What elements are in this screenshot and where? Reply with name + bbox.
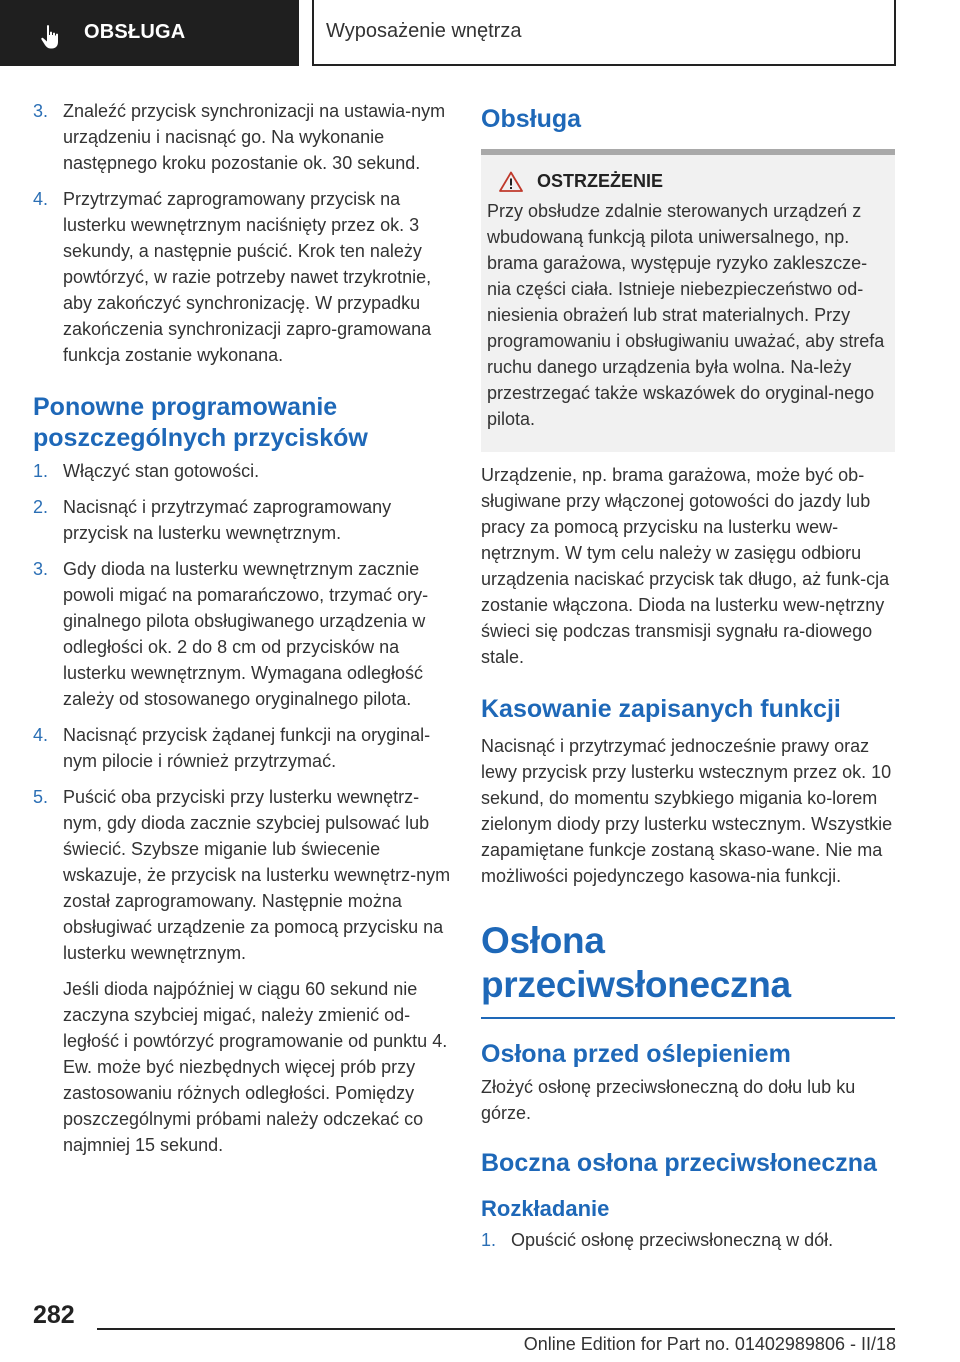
side-visor-heading: Boczna osłona przeciwsłoneczna xyxy=(481,1149,877,1177)
footer-rule xyxy=(97,1328,895,1330)
sunvisor-heading: Osłona przeciwsłoneczna xyxy=(481,920,791,1005)
list-text: Nacisnąć przycisk żądanej funkcji na oryginal‐nym pilocie i również przytrzymać. xyxy=(63,725,431,771)
left-column xyxy=(33,98,451,1158)
list-item xyxy=(33,98,451,176)
list-text: Nacisnąć i przytrzymać zaprogramowany przycisk na lusterku wewnętrznym. xyxy=(63,497,392,543)
list-text: Opuścić osłonę przeciwsłoneczną w dół. xyxy=(511,1230,834,1250)
glare-text: Złożyć osłonę przeciwsłoneczną do dołu lub ku górze. xyxy=(481,1077,856,1123)
unfold-heading: Rozkładanie xyxy=(481,1196,610,1221)
list-text: Włączyć stan gotowości. xyxy=(63,461,260,481)
reprog-heading: Ponowne programowanie poszczególnych przycisków xyxy=(33,393,368,452)
list-number: 5. xyxy=(33,787,49,807)
reprog-note: Jeśli dioda najpóźniej w ciągu 60 sekund nie zaczyna szybciej migać, należy zmienić od‐ległość i powtórzyć programowanie od punktu 4. Ew. może być niezbędnych więcej prób przy zastosowaniu różnych odległości. Pomiędzy poszczególnymi próbami należy odczekać co najmniej 15 sekund. xyxy=(63,979,448,1155)
list-item xyxy=(481,1227,895,1253)
list-item xyxy=(33,722,451,774)
page-number: 282 xyxy=(33,1301,75,1329)
list-item xyxy=(33,494,451,546)
list-number: 4. xyxy=(33,189,49,209)
warning-title-row xyxy=(487,171,887,192)
list-text: Znaleźć przycisk synchronizacji na ustawia‐nym urządzeniu i nacisnąć go. Na wykonanie następnego kroku pozostanie ok. 30 sekund. xyxy=(63,101,446,173)
warning-title: OSTRZEŻENIE xyxy=(537,171,664,191)
list-item xyxy=(33,458,451,484)
list-number: 1. xyxy=(481,1230,497,1250)
header-chapter-box xyxy=(312,0,896,66)
list-text: Puścić oba przyciski przy lusterku wewnętrz‐nym, gdy dioda zacznie szybciej pulsować lub świecić. Szybsze miganie lub świecenie wskazuje, że przycisk na lusterku wewnętrz‐nym został zaprogramowany. Następnie można obsługiwać urządzenie za pomocą przycisku na lusterku wewnętrznym. xyxy=(63,787,451,963)
list-number: 3. xyxy=(33,101,49,121)
list-text: Przytrzymać zaprogramowany przycisk na lusterku wewnętrznym naciśnięty przez ok. 3 sekundy, a następnie puścić. Krok ten należy powtórzyć, w razie potrzeby nawet trzykrotnie, aby zakończyć synchronizację. W przypadku zakończenia synchronizacji zapro‐gramowana funkcja zostanie wykonana. xyxy=(63,189,432,365)
list-item xyxy=(33,784,451,966)
header-chapter-label: Wyposażenie wnętrza xyxy=(326,20,522,42)
header-section-label: OBSŁUGA xyxy=(84,21,186,43)
delete-heading: Kasowanie zapisanych funkcji xyxy=(481,695,841,723)
sunvisor-rule xyxy=(481,1017,895,1019)
list-text: Gdy dioda na lusterku wewnętrznym zacznie powoli migać na pomarańczowo, trzymać ory‐ginalnego pilota obsługiwanego urządzenia w odległości ok. 2 do 8 cm od przycisków na lusterku wewnętrznym. Wymagana odległość zależy od stosowanego oryginalnego pilota. xyxy=(63,559,429,709)
list-number: 3. xyxy=(33,559,49,579)
operation-heading: Obsługa xyxy=(481,105,582,133)
list-number: 4. xyxy=(33,725,49,745)
delete-text: Nacisnąć i przytrzymać jednocześnie prawy oraz lewy przycisk przy lusterku wstecznym przez ok. 10 sekund, do momentu szybkiego migania ko‐lorem zielonym diody przy lusterku wstecznym. Wszystkie zapamiętane funkcje zostaną skaso‐wane. Nie ma możliwości pojedynczego kasowa‐nia funkcji. xyxy=(481,736,893,886)
right-column xyxy=(481,98,895,1263)
warning-text: Przy obsłudze zdalnie sterowanych urządzeń z wbudowaną funkcją pilota uniwersalnego, np. brama garażowa, występuje ryzyko zakleszcze‐nia części ciała. Istnieje niebezpieczeństwo od‐niesienia obrażeń lub strat materialnych. Przy programowaniu i obsługiwaniu uważać, aby strefa ruchu danego urządzenia była wolna. Na‐leży przestrzegać także wskazówek do oryginal‐nego pilota. xyxy=(487,201,885,429)
warning-box xyxy=(481,155,895,452)
steps-top-list xyxy=(33,98,451,368)
hand-pointer-icon xyxy=(40,24,64,50)
footer-edition: Online Edition for Part no. 01402989806 - II/18 xyxy=(523,1334,896,1354)
list-number: 1. xyxy=(33,461,49,481)
list-number: 2. xyxy=(33,497,49,517)
glare-heading: Osłona przed oślepieniem xyxy=(481,1040,791,1068)
header-section-tab xyxy=(0,0,299,66)
list-item xyxy=(33,186,451,368)
list-item xyxy=(33,556,451,712)
warning-triangle-icon xyxy=(499,171,523,192)
reprog-steps-list xyxy=(33,458,451,966)
operation-text: Urządzenie, np. brama garażowa, może być ob‐sługiwane przy włączonej gotowości do jazdy lub pracy za pomocą przycisku na lusterku wew‐nętrznym. W tym celu należy w zasięgu odbioru urządzenia naciskać przycisk tak długo, aż funk‐cja zostanie włączona. Dioda na lusterku wew‐nętrzny świeci się podczas transmisji sygnału ra‐diowego stale. xyxy=(481,465,890,667)
